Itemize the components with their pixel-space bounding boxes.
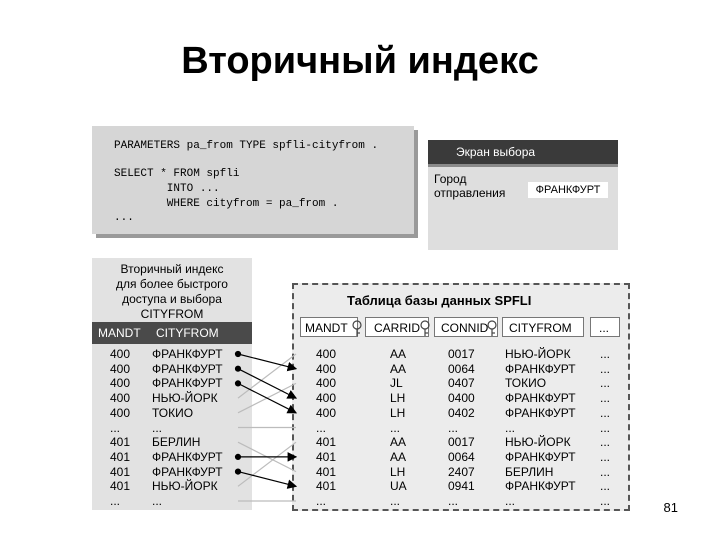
db-cell-connid: 0941 — [448, 479, 475, 494]
db-cell-mandt: 400 — [316, 376, 337, 391]
index-cell-cityfrom: НЬЮ-ЙОРК — [152, 479, 218, 494]
index-cell-mandt: 401 — [110, 464, 131, 479]
index-cell-cityfrom: ... — [152, 494, 163, 508]
db-cell-mandt: ... — [316, 494, 327, 508]
index-cell-mandt: 400 — [110, 347, 131, 361]
db-cell-mandt: ... — [316, 420, 327, 435]
db-cell-connid: 0017 — [448, 347, 475, 361]
code-line: SELECT * FROM spfli — [114, 168, 240, 180]
index-cell-mandt: 401 — [110, 449, 131, 464]
db-column-header: CITYFROM — [502, 317, 584, 337]
db-cell-more: ... — [600, 435, 611, 450]
db-cell-carrid: AA — [390, 361, 407, 376]
db-column-header: ... — [590, 317, 620, 337]
code-line: ... — [114, 212, 134, 224]
db-cell-mandt: 401 — [316, 479, 337, 494]
db-cell-connid: 0064 — [448, 361, 475, 376]
index-cell-mandt: 400 — [110, 405, 131, 420]
index-column-header: MANDT — [92, 322, 154, 344]
index-pointer-arrow — [238, 369, 296, 398]
index-cell-cityfrom: НЬЮ-ЙОРК — [152, 391, 218, 406]
index-cell-mandt: 401 — [110, 479, 131, 494]
db-cell-cityfrom: НЬЮ-ЙОРК — [505, 347, 571, 361]
index-cell-cityfrom: ФРАНКФУРТ — [152, 376, 223, 391]
db-cell-more: ... — [600, 405, 611, 420]
db-cell-connid: 0407 — [448, 376, 475, 391]
db-cell-cityfrom: ФРАНКФУРТ — [505, 479, 576, 494]
caption-line: Вторичный индекс — [120, 262, 224, 276]
db-cell-connid: 0064 — [448, 449, 475, 464]
db-cell-carrid: ... — [390, 494, 401, 508]
db-cell-carrid: LH — [390, 464, 406, 479]
index-cell-mandt: 400 — [110, 361, 131, 376]
db-cell-carrid: LH — [390, 391, 406, 406]
index-cell-mandt: 400 — [110, 376, 131, 391]
index-cell-mandt: 400 — [110, 391, 131, 406]
db-cell-cityfrom: ФРАНКФУРТ — [505, 405, 576, 420]
key-icon — [488, 321, 496, 336]
code-line: WHERE cityfrom = pa_from . — [114, 198, 339, 210]
index-cell-cityfrom: ... — [152, 420, 163, 435]
code-line: PARAMETERS pa_from TYPE spfli-cityfrom . — [114, 140, 379, 152]
db-cell-connid: 2407 — [448, 464, 475, 479]
db-cell-mandt: 400 — [316, 361, 337, 376]
db-cell-cityfrom: ... — [505, 420, 516, 435]
db-cell-more: ... — [600, 464, 611, 479]
db-cell-more: ... — [600, 494, 611, 508]
index-cell-mandt: ... — [110, 420, 121, 435]
city-from-input[interactable]: ФРАНКФУРТ — [528, 182, 608, 198]
pointer-origin-dot — [236, 366, 241, 371]
db-cell-carrid: JL — [390, 376, 403, 391]
index-cell-cityfrom: БЕРЛИН — [152, 435, 201, 450]
caption-line: для более быстрого — [116, 277, 228, 291]
db-cell-cityfrom: ФРАНКФУРТ — [505, 361, 576, 376]
index-cell-cityfrom: ФРАНКФУРТ — [152, 449, 223, 464]
db-cell-mandt: 401 — [316, 435, 337, 450]
db-column-header: CONNID — [434, 317, 498, 337]
db-cell-connid: 0400 — [448, 391, 475, 406]
pointer-origin-dot — [236, 352, 241, 357]
db-cell-more: ... — [600, 347, 611, 361]
db-cell-more: ... — [600, 420, 611, 435]
db-table-title: Таблица базы данных SPFLI — [347, 293, 532, 308]
db-cell-more: ... — [600, 449, 611, 464]
pointer-origin-dot — [236, 469, 241, 474]
db-cell-cityfrom: НЬЮ-ЙОРК — [505, 435, 571, 450]
db-cell-carrid: AA — [390, 435, 407, 450]
index-cell-mandt: 401 — [110, 435, 131, 450]
db-cell-cityfrom: ФРАНКФУРТ — [505, 391, 576, 406]
db-cell-mandt: 400 — [316, 405, 337, 420]
db-column-header: CARRID — [365, 317, 429, 337]
db-cell-cityfrom: ... — [505, 494, 516, 508]
index-cell-cityfrom: ТОКИО — [152, 405, 194, 420]
db-cell-mandt: 400 — [316, 391, 337, 406]
db-cell-mandt: 400 — [316, 347, 337, 361]
db-cell-carrid: AA — [390, 347, 407, 361]
pointer-origin-dot — [236, 381, 241, 386]
db-cell-carrid: UA — [390, 479, 407, 494]
db-cell-more: ... — [600, 376, 611, 391]
caption-line: CITYFROM — [140, 307, 204, 321]
db-cell-cityfrom: ТОКИО — [505, 376, 547, 391]
field-label: Город — [434, 172, 467, 186]
index-pointer-arrow — [238, 442, 296, 486]
db-cell-carrid: ... — [390, 420, 401, 435]
db-cell-carrid: LH — [390, 405, 406, 420]
selection-screen-title: Экран выбора — [428, 140, 618, 164]
index-column-header: CITYFROM — [150, 322, 252, 344]
key-icon — [353, 321, 361, 336]
db-cell-connid: 0402 — [448, 405, 475, 420]
db-cell-mandt: 401 — [316, 449, 337, 464]
db-cell-carrid: AA — [390, 449, 407, 464]
index-pointer-arrow — [238, 354, 296, 398]
index-cell-cityfrom: ФРАНКФУРТ — [152, 464, 223, 479]
db-cell-cityfrom: ФРАНКФУРТ — [505, 449, 576, 464]
db-cell-more: ... — [600, 361, 611, 376]
code-line: INTO ... — [114, 183, 220, 195]
key-icon — [421, 321, 429, 336]
db-cell-more: ... — [600, 391, 611, 406]
field-label: отправления — [434, 186, 506, 200]
page-number: 81 — [663, 500, 678, 515]
db-cell-cityfrom: БЕРЛИН — [505, 464, 554, 479]
db-cell-connid: 0017 — [448, 435, 475, 450]
index-cell-cityfrom: ФРАНКФУРТ — [152, 347, 223, 361]
db-cell-mandt: 401 — [316, 464, 337, 479]
db-cell-connid: ... — [448, 494, 459, 508]
db-column-header: MANDT — [300, 317, 358, 337]
index-cell-mandt: ... — [110, 494, 121, 508]
caption-line: доступа и выбора — [122, 292, 222, 306]
slide-title: Вторичный индекс — [181, 40, 539, 82]
db-cell-connid: ... — [448, 420, 459, 435]
pointer-origin-dot — [236, 454, 241, 459]
db-cell-more: ... — [600, 479, 611, 494]
index-cell-cityfrom: ФРАНКФУРТ — [152, 361, 223, 376]
